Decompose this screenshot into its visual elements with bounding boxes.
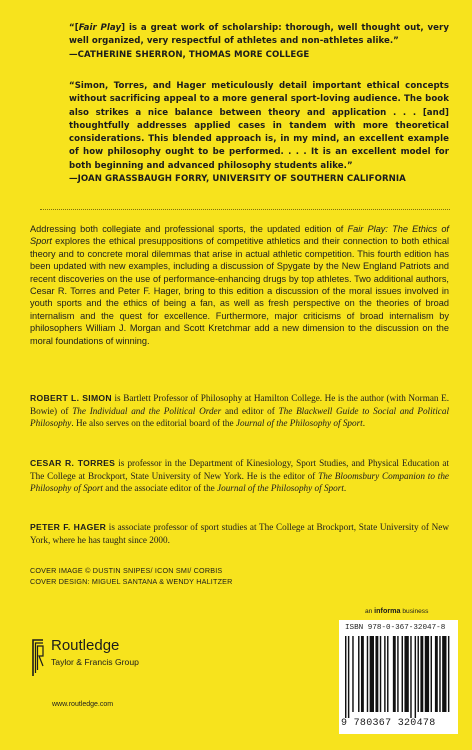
author-name: CESAR R. TORRES [30,458,116,468]
publisher-name: Routledge [51,637,120,654]
endorsement-quote: “Simon, Torres, and Hager meticulously detail important ethical concepts without sacrificing appeal to a more general sport-loving audience. The book also strikes a nice balance between theory and application . . . [and] thoughtfully addresses applied cases in tandem with more theoretical considerations. This blended approach is, in my mind, an excellent example of how philosophy ought to be performed. . . . It is an excellent model for both beginning and advanced philosophy students alike.” —JOAN GRASSBAUGH FORRY, UNIVERSITY OF SOUTHERN CALIFORNIA [69,80,449,186]
quoted-book-title: Fair Play [78,23,122,33]
book-description: Addressing both collegiate and professional sports, the updated edition of Fair Play: The Ethics of Sport explores the ethical presuppositions of competitive athletics and their connection to both ethical theory and to concrete moral dilemmas that arise in actual athletic competition. This fourth edition has been updated with new examples, including a discussion of Spygate by the New England Patriots and recent discoveries on the use of performance-enhancing drugs by top athletes. Two additional authors, Cesar R. Torres and Peter F. Hager, bring to this edition a discussion of the moral issues involved in youth sports and the ethics of being a fan, as well as fresh perspective on the theories of broad internalism and the quest for excellence. Furthermore, major criticisms of broad internalism by philosophers William J. Morgan and Scott Kretchmar add a new dimension to the discussion on the moral foundations of winning. [30,224,449,346]
endorsement-attribution: —JOAN GRASSBAUGH FORRY, UNIVERSITY OF SOUTHERN CALIFORNIA [69,174,406,185]
cover-image-credit: COVER IMAGE © DUSTIN SNIPES/ ICON SMI/ CORBIS [30,566,223,575]
publisher-group: Taylor & Francis Group [51,657,139,667]
publisher-url: www.routledge.com [52,701,114,708]
endorsement-attribution: —CATHERINE SHERRON, THOMAS MORE COLLEGE [69,49,310,60]
author-bio: PETER F. HAGER is associate professor of sport studies at The College at Brockport, State University of New York, where he has taught since 2000. [30,522,449,545]
divider [40,209,450,210]
book-title: Fair Play: The Ethics of Sport [30,224,449,247]
isbn-label: ISBN 978-0-367-32047-8 [345,624,446,632]
barcode-bars [345,636,452,718]
informa-tagline: an informa business [365,606,429,615]
routledge-logo-icon [31,636,45,678]
publisher-logo [31,636,231,706]
author-bio: CESAR R. TORRES is professor in the Department of Kinesiology, Sport Studies, and Physical Education at The College at Brockport, State University of New York. He is the editor of The Bloomsbury Companion to the Philosophy of Sport and the associate editor of the Journal of the Philosophy of Sport. [30,458,450,494]
cover-credits [30,566,233,587]
isbn-barcode [339,620,458,734]
author-bio: ROBERT L. SIMON is Bartlett Professor of Philosophy at Hamilton College. He is the author (with Norman E. Bowie) of The Individual and the Political Order and editor of The Blackwell Guide to Social and Political Philosophy. He also serves on the editorial board of the Journal of the Philosophy of Sport. [30,393,450,429]
author-name: PETER F. HAGER [30,522,107,532]
barcode-digits: 9 780367 320478 [341,718,436,729]
endorsement-quote: “[Fair Play] is a great work of scholarship: thorough, well thought out, very well organized, very respectful of athletes and non-athletes alike.” —CATHERINE SHERRON, THOMAS MORE COLLEGE [69,22,449,62]
cover-design-credit: COVER DESIGN: MIGUEL SANTANA & WENDY HALITZER [30,576,233,586]
author-name: ROBERT L. SIMON [30,393,112,403]
